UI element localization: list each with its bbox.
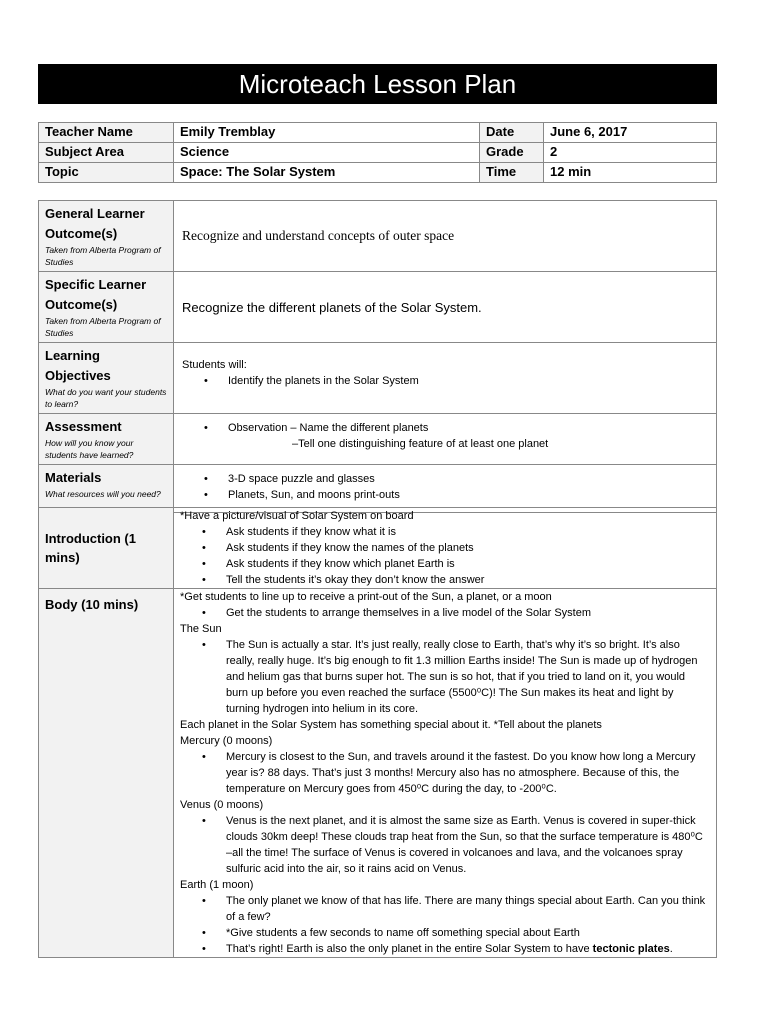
- each-planet-note: Each planet in the Solar System has something special about it. *Tell about the planets: [180, 719, 602, 731]
- materials-subtitle: What resources will you need?: [45, 489, 161, 499]
- list-item: [180, 941, 710, 957]
- objectives-subtitle: What do you want your students to learn?: [45, 387, 167, 409]
- glo-title: General Learner Outcome(s): [45, 206, 145, 241]
- glo-content: [174, 201, 717, 272]
- earth-list: [180, 893, 710, 957]
- objectives-list: [182, 373, 708, 389]
- tectonic-plates-term: tectonic plates: [592, 943, 670, 955]
- assessment-title: Assessment: [45, 419, 122, 434]
- grade-value: 2: [544, 143, 717, 163]
- teacher-label: Teacher Name: [39, 123, 174, 143]
- topic-value: Space: The Solar System: [174, 163, 480, 183]
- assessment-content: [174, 414, 717, 465]
- list-item: • Ask students if they know the names of the planets: [180, 540, 710, 556]
- list-item: • Identify the planets in the Solar System: [182, 373, 708, 389]
- list-item: • 3-D space puzzle and glasses: [182, 471, 708, 487]
- list-item: • *Give students a few seconds to name off something special about Earth: [180, 925, 710, 941]
- mercury-heading: Mercury (0 moons): [180, 735, 273, 747]
- list-item: • Ask students if they know which planet Earth is: [180, 556, 710, 572]
- venus-list: [180, 813, 710, 877]
- objectives-row: [39, 343, 717, 414]
- date-label: Date: [480, 123, 544, 143]
- assessment-line-2: –Tell one distinguishing feature of at least one planet: [292, 438, 549, 450]
- objectives-label-cell: [39, 343, 174, 414]
- objectives-title: Learning Objectives: [45, 348, 111, 383]
- body-content: [174, 589, 717, 958]
- subject-value: Science: [174, 143, 480, 163]
- introduction-label: Introduction (1 mins): [39, 508, 174, 589]
- topic-label: Topic: [39, 163, 174, 183]
- introduction-list: [180, 524, 710, 588]
- list-item: • Venus is the next planet, and it is almost the same size as Earth. Venus is covered in super-thick clouds 30km deep! These clouds trap heat from the Sun, so that the surface temperature is 480⁰C –all the time! The surface of Venus is covered in volcanoes and lava, and the volcanoes spray sulfuric acid into the air, so it rains acid on Venus.: [180, 813, 710, 877]
- document-title: Microteach Lesson Plan: [38, 64, 717, 104]
- list-item: • Planets, Sun, and moons print-outs: [182, 487, 708, 503]
- body-label: Body (10 mins): [39, 589, 174, 958]
- list-item: • Get the students to arrange themselves in a live model of the Solar System: [180, 605, 710, 621]
- procedure-table: [38, 507, 717, 958]
- subject-label: Subject Area: [39, 143, 174, 163]
- materials-list: [182, 471, 708, 503]
- slo-content: [174, 272, 717, 343]
- earth-item-3-text: That’s right! Earth is also the only planet in the entire Solar System to have: [226, 943, 593, 955]
- objectives-intro: Students will:: [182, 359, 247, 371]
- list-item: • Tell the students it’s okay they don’t know the answer: [180, 572, 710, 588]
- body-list: [180, 605, 710, 621]
- materials-content: [174, 465, 717, 513]
- table-row: [39, 123, 717, 143]
- materials-label-cell: [39, 465, 174, 513]
- glo-label-cell: [39, 201, 174, 272]
- sun-heading: The Sun: [180, 623, 222, 635]
- assessment-row: [39, 414, 717, 465]
- outcomes-table: [38, 200, 717, 513]
- venus-heading: Venus (0 moons): [180, 799, 264, 811]
- slo-label-cell: [39, 272, 174, 343]
- earth-heading: Earth (1 moon): [180, 879, 254, 891]
- teacher-value: Emily Tremblay: [174, 123, 480, 143]
- list-item: • The only planet we know of that has life. There are many things special about Earth. Can you think of a few?: [180, 893, 710, 925]
- assessment-subtitle: How will you know your students have learned?: [45, 438, 134, 460]
- list-item: • Observation – Name the different planets: [182, 420, 708, 436]
- grade-label: Grade: [480, 143, 544, 163]
- time-label: Time: [480, 163, 544, 183]
- assessment-list: [182, 420, 708, 436]
- slo-subtitle: Taken from Alberta Program of Studies: [45, 316, 161, 338]
- slo-title: Specific Learner Outcome(s): [45, 277, 147, 312]
- materials-row: [39, 465, 717, 513]
- earth-item-3-end: .: [669, 943, 673, 955]
- list-item: • Mercury is closest to the Sun, and travels around it the fastest. Do you know how long a Mercury year is? 88 days. That’s just 3 months! Mercury also has no atmosphere. Because of this, the temperature on Mercury goes from 450⁰C during the day, to -200⁰C.: [180, 749, 710, 797]
- lesson-info-table: [38, 122, 717, 183]
- table-row: [39, 143, 717, 163]
- glo-subtitle: Taken from Alberta Program of Studies: [45, 245, 161, 267]
- glo-row: [39, 201, 717, 272]
- assessment-label-cell: [39, 414, 174, 465]
- slo-text: Recognize the different planets of the Solar System.: [182, 299, 482, 315]
- list-item: • The Sun is actually a star. It’s just really, really close to Earth, that’s why it’s so bright. It’s also really, really huge. It’s big enough to fit 1.3 million Earths inside! The Sun is made up of hydrogen and helium gas that burns super hot. The sun is so hot, that if you tried to land on it, you would burn up before you even reached the surface (5500⁰C)! The Sun makes its heat and light by turning hydrogen into helium in its core.: [180, 637, 710, 717]
- sun-list: [180, 637, 710, 717]
- date-value: June 6, 2017: [544, 123, 717, 143]
- glo-text: Recognize and understand concepts of outer space: [182, 228, 455, 243]
- introduction-row: [39, 508, 717, 589]
- objectives-content: [174, 343, 717, 414]
- introduction-content: [174, 508, 717, 589]
- introduction-note: *Have a picture/visual of Solar System on board: [180, 510, 414, 522]
- list-item: • Ask students if they know what it is: [180, 524, 710, 540]
- mercury-list: [180, 749, 710, 797]
- materials-title: Materials: [45, 470, 102, 485]
- body-row: [39, 589, 717, 958]
- time-value: 12 min: [544, 163, 717, 183]
- table-row: [39, 163, 717, 183]
- body-note: *Get students to line up to receive a print-out of the Sun, a planet, or a moon: [180, 591, 552, 603]
- slo-row: [39, 272, 717, 343]
